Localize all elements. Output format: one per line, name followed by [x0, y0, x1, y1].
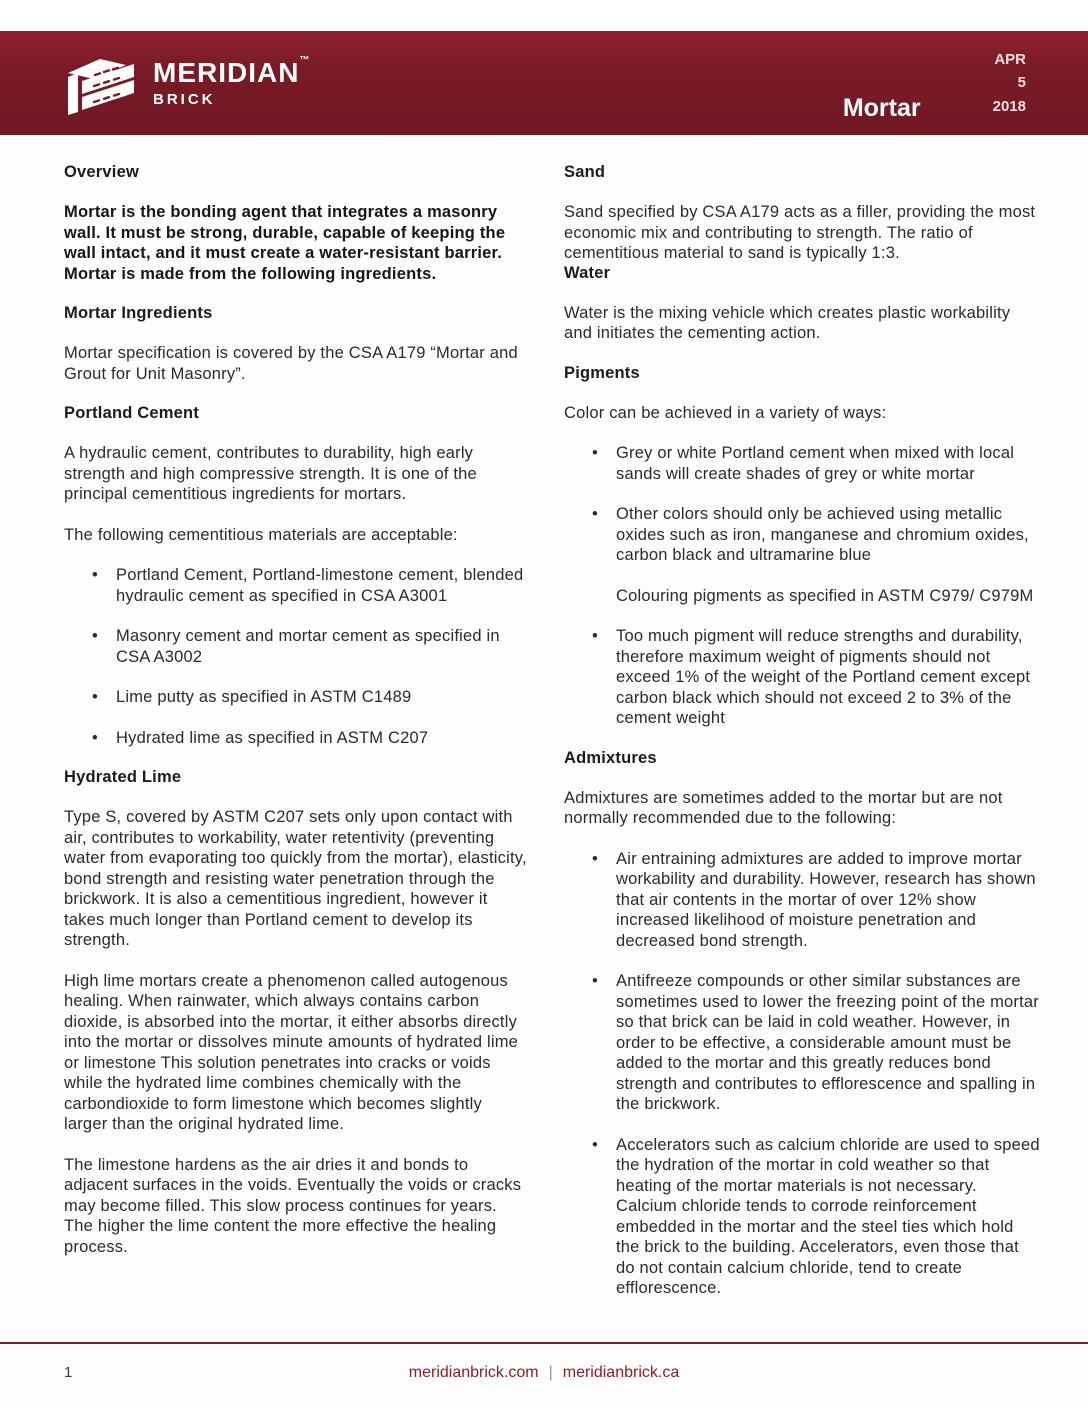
list-item-text: Portland Cement, Portland-limestone cement, blended hydraulic cement as specified in CSA A3001: [116, 566, 524, 605]
sand-paragraph: Sand specified by CSA A179 acts as a filler, providing the most economic mix and contributing to strength. The ratio of cementitious material to sand is typically 1:3.: [564, 203, 1036, 262]
document-title: Mortar: [842, 94, 921, 122]
list-item-text: Other colors should only be achieved using metallic oxides such as iron, manganese and chromium oxides, carbon black and ultramarine blue: [616, 505, 1029, 564]
acceptable-materials-paragraph: The following cementitious materials are acceptable:: [64, 525, 458, 544]
hydrated-lime-paragraph-1: Type S, covered by ASTM C207 sets only upon contact with air, contributes to workability, water retentivity (preventing water from evaporating too quickly from the mortar), elasticity, bond strength and resisting water penetration through the brickwork. It is also a cementitious ingredient, however it takes much longer than Portland cement to develop its strength.: [64, 808, 527, 949]
list-item: [564, 971, 1041, 1115]
list-item: [64, 565, 530, 606]
revision-date: [993, 31, 1026, 135]
date-day: 5: [1017, 74, 1026, 92]
section-heading-sand: Sand: [564, 163, 606, 181]
section-heading-overview: Overview: [64, 163, 139, 181]
section-heading-hydrated-lime: Hydrated Lime: [64, 768, 182, 786]
bullet-icon: •: [592, 972, 598, 990]
overview-lead-paragraph: Mortar is the bonding agent that integrates a masonry wall. It must be strong, durable, capable of keeping the wall intact, and it must create a water-resistant barrier. Mortar is made from the following ingredients.: [64, 203, 506, 283]
list-item: [64, 687, 530, 708]
top-margin-strip: [0, 0, 1088, 31]
bullet-icon: •: [592, 505, 598, 523]
list-item-text: Hydrated lime as specified in ASTM C207: [116, 728, 429, 747]
hydrated-lime-paragraph-3: The limestone hardens as the air dries it and bonds to adjacent surfaces in the voids. Eventually the voids or cracks may become filled. This slow process continues for years. The higher the lime content the more effective the healing process.: [64, 1155, 522, 1256]
hydrated-lime-paragraph-2: High lime mortars create a phenomenon called autogenous healing. When rainwater, which always contains carbon dioxide, is absorbed into the mortar, it either absorbs directly into the mortar or dissolves minute amounts of hydrated lime or limestone This solution penetrates into cracks or voids while the hydrated lime combines chemically with the carbondioxide to form limestone which becomes slightly larger than the original hydrated lime.: [64, 971, 519, 1133]
trademark-symbol: ™: [299, 54, 310, 66]
footer: [0, 1342, 1088, 1398]
mortar-ingredients-paragraph: Mortar specification is covered by the CSA A179 “Mortar and Grout for Unit Masonry”.: [64, 344, 518, 383]
right-column: [564, 163, 1041, 1314]
admixtures-intro-paragraph: Admixtures are sometimes added to the mortar but are not normally recommended due to the following:: [564, 788, 1003, 827]
bullet-icon: •: [92, 728, 98, 747]
list-item-text: Accelerators such as calcium chloride are used to speed the hydration of the mortar in cold weather so that heating of the mortar materials is not necessary. Calcium chloride tends to corrode reinforcement embedded in the mortar and the steel ties which hold the brick to the building. Accelerators, even those that do not contain calcium chloride, tend to create efflorescence.: [616, 1135, 1040, 1297]
list-item-text: Antifreeze compounds or other similar substances are sometimes used to lower the freezing point of the mortar so that brick can be laid in cold weather. However, in order to be effective, a considerable amount must be added to the mortar and this greatly reduces bond strength and contributes to efflorescence and spalling in the brickwork.: [616, 972, 1039, 1113]
page-number: 1: [64, 1364, 73, 1381]
pigments-note-paragraph: Colouring pigments as specified in ASTM C979/ C979M: [616, 586, 1034, 605]
date-month: APR: [994, 51, 1026, 69]
list-item: [564, 443, 1041, 484]
bullet-icon: •: [592, 627, 598, 645]
section-heading-mortar-ingredients: Mortar Ingredients: [64, 304, 213, 322]
bullet-icon: •: [92, 566, 98, 584]
date-year: 2018: [992, 97, 1026, 115]
list-item: [564, 1135, 1041, 1299]
bullet-icon: •: [592, 444, 598, 462]
pigments-intro-paragraph: Color can be achieved in a variety of ways:: [564, 403, 887, 422]
list-item: [564, 626, 1041, 729]
footer-link-separator: |: [548, 1364, 553, 1381]
list-item: [564, 504, 1041, 566]
list-item-text: Lime putty as specified in ASTM C1489: [116, 688, 412, 706]
brand-sub-label: BRICK: [153, 90, 216, 108]
list-item-text: Masonry cement and mortar cement as specified in CSA A3002: [116, 627, 500, 666]
brand-text: [153, 54, 310, 108]
section-heading-pigments: Pigments: [564, 363, 640, 382]
footer-link-meridianbrick-com[interactable]: meridianbrick.com: [408, 1364, 539, 1381]
header-bar: [0, 31, 1088, 135]
document-body: [0, 135, 1088, 1314]
list-item: [564, 849, 1041, 952]
list-item: [64, 626, 530, 667]
brand-logo: [64, 31, 309, 135]
bullet-icon: •: [92, 627, 98, 645]
portland-cement-paragraph: A hydraulic cement, contributes to durability, high early strength and high compressive strength. It is one of the principal cementitious ingredients for mortars.: [64, 444, 477, 503]
section-heading-water: Water: [564, 263, 611, 282]
list-item-text: Grey or white Portland cement when mixed with local sands will create shades of grey or white mortar: [616, 444, 1015, 483]
footer-link-meridianbrick-ca[interactable]: meridianbrick.ca: [562, 1364, 680, 1381]
header-right: [843, 31, 1026, 135]
bullet-icon: •: [592, 849, 598, 868]
list-item: [64, 728, 530, 749]
list-item-text: Too much pigment will reduce strengths and durability, therefore maximum weight of pigments should not exceed 1% of the weight of the Portland cement except carbon black which should not exceed 2 to 3% of the cement weight: [616, 627, 1031, 727]
water-paragraph: Water is the mixing vehicle which creates plastic workability and initiates the cementing action.: [564, 303, 1011, 342]
brand-name: [153, 54, 310, 88]
section-heading-portland-cement: Portland Cement: [64, 404, 200, 422]
left-column: [64, 163, 530, 1314]
footer-row: [0, 1344, 1088, 1398]
brick-stack-icon: [64, 51, 140, 115]
bullet-icon: •: [592, 1135, 598, 1154]
bullet-icon: •: [92, 688, 98, 706]
section-heading-admixtures: Admixtures: [564, 748, 657, 767]
list-item-text: Air entraining admixtures are added to improve mortar workability and durability. However, research has shown that air contents in the mortar of over 12% show increased likelihood of moisture penetration and decreased bond strength.: [616, 849, 1036, 950]
brand-name-label: MERIDIAN: [153, 56, 300, 88]
footer-links: [409, 1364, 679, 1382]
